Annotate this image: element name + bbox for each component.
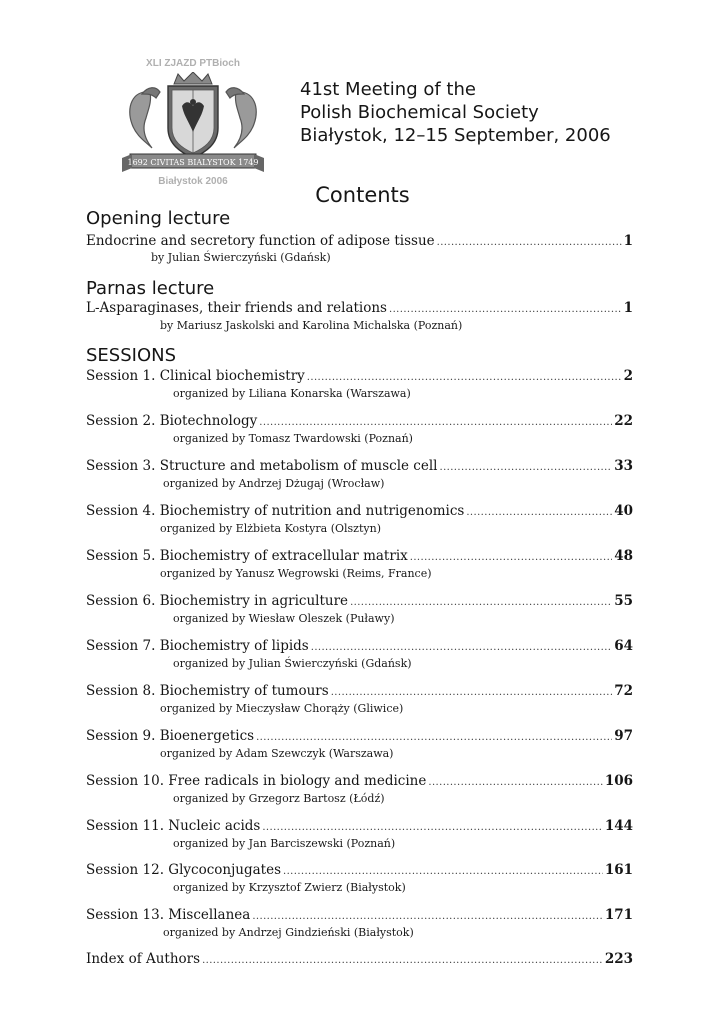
- leader-dots: [283, 863, 603, 881]
- toc-entry-author: by Julian Świerczyński (Gdańsk): [151, 251, 331, 264]
- leader-dots: [252, 908, 602, 926]
- toc-entry-session-2[interactable]: [86, 412, 633, 430]
- toc-page-number: 40: [614, 503, 633, 519]
- toc-entry-author: organized by Krzysztof Zwierz (Białystok): [173, 881, 406, 894]
- toc-entry-title: Session 12. Glycoconjugates: [86, 862, 281, 878]
- toc-entry-title: Session 11. Nucleic acids: [86, 818, 261, 834]
- toc-entry-author: organized by Mieczysław Chorąży (Gliwice): [160, 702, 404, 715]
- opening-lecture-heading: Opening lecture: [86, 208, 231, 229]
- toc-entry-title: Session 7. Biochemistry of lipids: [86, 638, 309, 654]
- toc-entry-author: organized by Andrzej Dżugaj (Wrocław): [163, 477, 385, 490]
- toc-entry-author: organized by Grzegorz Bartosz (Łódź): [173, 792, 385, 805]
- leader-dots: [410, 549, 612, 567]
- leader-dots: [307, 369, 622, 387]
- meeting-title: [300, 78, 700, 147]
- toc-entry-author: organized by Jan Barciszewski (Poznań): [173, 837, 396, 850]
- toc-entry-opening-lecture[interactable]: [86, 232, 633, 250]
- toc-entry-title: Session 9. Bioenergetics: [86, 728, 255, 744]
- toc-page-number: 144: [604, 818, 633, 834]
- toc-entry-index-of-authors[interactable]: [86, 950, 633, 968]
- toc-entry-author: organized by Liliana Konarska (Warszawa): [173, 387, 411, 400]
- sessions-heading: SESSIONS: [86, 345, 177, 366]
- toc-entry-author: organized by Yanusz Wegrowski (Reims, France): [160, 567, 432, 580]
- toc-entry-title: Session 13. Miscellanea: [86, 907, 251, 923]
- toc-entry-session-3[interactable]: [86, 457, 633, 475]
- toc-entry-author: organized by Elżbieta Kostyra (Olsztyn): [160, 522, 381, 535]
- toc-page-number: 106: [604, 773, 633, 789]
- toc-page-number: 2: [623, 368, 633, 384]
- toc-entry-title: Session 8. Biochemistry of tumours: [86, 683, 329, 699]
- toc-page-number: 72: [614, 683, 633, 699]
- logo-banner-text: 1692 CIVITAS BIALYSTOK 1749: [127, 158, 259, 167]
- toc-page-number: 1: [623, 233, 633, 249]
- toc-entry-title: Session 4. Biochemistry of nutrition and nutrigenomics: [86, 503, 465, 519]
- meeting-title-line: 41st Meeting of the: [300, 79, 476, 100]
- leader-dots: [311, 639, 612, 657]
- meeting-title-line: Białystok, 12–15 September, 2006: [300, 125, 611, 146]
- toc-entry-title: Endocrine and secretory function of adipose tissue: [86, 233, 435, 249]
- toc-entry-session-9[interactable]: [86, 727, 633, 745]
- toc-entry-title: Session 2. Biotechnology: [86, 413, 258, 429]
- toc-entry-session-1[interactable]: [86, 367, 633, 385]
- leader-dots: [331, 684, 613, 702]
- toc-page-number: 48: [614, 548, 633, 564]
- toc-entry-session-8[interactable]: [86, 682, 633, 700]
- toc-entry-parnas-lecture[interactable]: [86, 299, 633, 317]
- toc-entry-author: organized by Julian Świerczyński (Gdańsk): [173, 657, 412, 670]
- leader-dots: [256, 729, 612, 747]
- leader-dots: [466, 504, 612, 522]
- leader-dots: [428, 774, 602, 792]
- parnas-lecture-heading: Parnas lecture: [86, 278, 215, 299]
- leader-dots: [437, 234, 622, 252]
- toc-page-number: 64: [614, 638, 633, 654]
- toc-entry-session-5[interactable]: [86, 547, 633, 565]
- toc-entry-author: organized by Wiesław Oleszek (Puławy): [173, 612, 395, 625]
- toc-entry-title: Session 3. Structure and metabolism of muscle cell: [86, 458, 438, 474]
- toc-entry-title: Session 5. Biochemistry of extracellular matrix: [86, 548, 408, 564]
- leader-dots: [202, 952, 603, 970]
- leader-dots: [350, 594, 612, 612]
- leader-dots: [262, 819, 602, 837]
- toc-entry-author: organized by Adam Szewczyk (Warszawa): [160, 747, 394, 760]
- toc-page-number: 223: [604, 951, 633, 967]
- toc-page-number: 33: [614, 458, 633, 474]
- toc-page-number: 97: [614, 728, 633, 744]
- toc-entry-session-11[interactable]: [86, 817, 633, 835]
- toc-entry-title: Session 10. Free radicals in biology and medicine: [86, 773, 427, 789]
- toc-entry-author: organized by Tomasz Twardowski (Poznań): [173, 432, 413, 445]
- toc-entry-session-6[interactable]: [86, 592, 633, 610]
- toc-entry-title: Index of Authors: [86, 951, 201, 967]
- toc-page-number: 161: [604, 862, 633, 878]
- toc-page-number: 171: [604, 907, 633, 923]
- toc-page-number: 1: [623, 300, 633, 316]
- toc-entry-session-4[interactable]: [86, 502, 633, 520]
- coat-of-arms-icon: [122, 72, 264, 176]
- logo-top-text: XLI ZJAZD PTBioch: [146, 58, 240, 69]
- toc-page-number: 22: [614, 413, 633, 429]
- toc-entry-session-13[interactable]: [86, 906, 633, 924]
- toc-entry-author: by Mariusz Jaskolski and Karolina Michalska (Poznań): [160, 319, 463, 332]
- toc-entry-session-7[interactable]: [86, 637, 633, 655]
- contents-title: Contents: [315, 183, 410, 207]
- toc-entry-session-10[interactable]: [86, 772, 633, 790]
- toc-page-number: 55: [614, 593, 633, 609]
- leader-dots: [439, 459, 612, 477]
- leader-dots: [259, 414, 612, 432]
- leader-dots: [389, 301, 622, 319]
- meeting-title-line: Polish Biochemical Society: [300, 102, 539, 123]
- logo-bottom-text: Białystok 2006: [158, 176, 228, 187]
- toc-entry-title: Session 6. Biochemistry in agriculture: [86, 593, 349, 609]
- toc-entry-title: L-Asparaginases, their friends and relations: [86, 300, 387, 316]
- toc-entry-title: Session 1. Clinical biochemistry: [86, 368, 305, 384]
- toc-entry-author: organized by Andrzej Gindzieński (Białystok): [163, 926, 414, 939]
- toc-entry-session-12[interactable]: [86, 861, 633, 879]
